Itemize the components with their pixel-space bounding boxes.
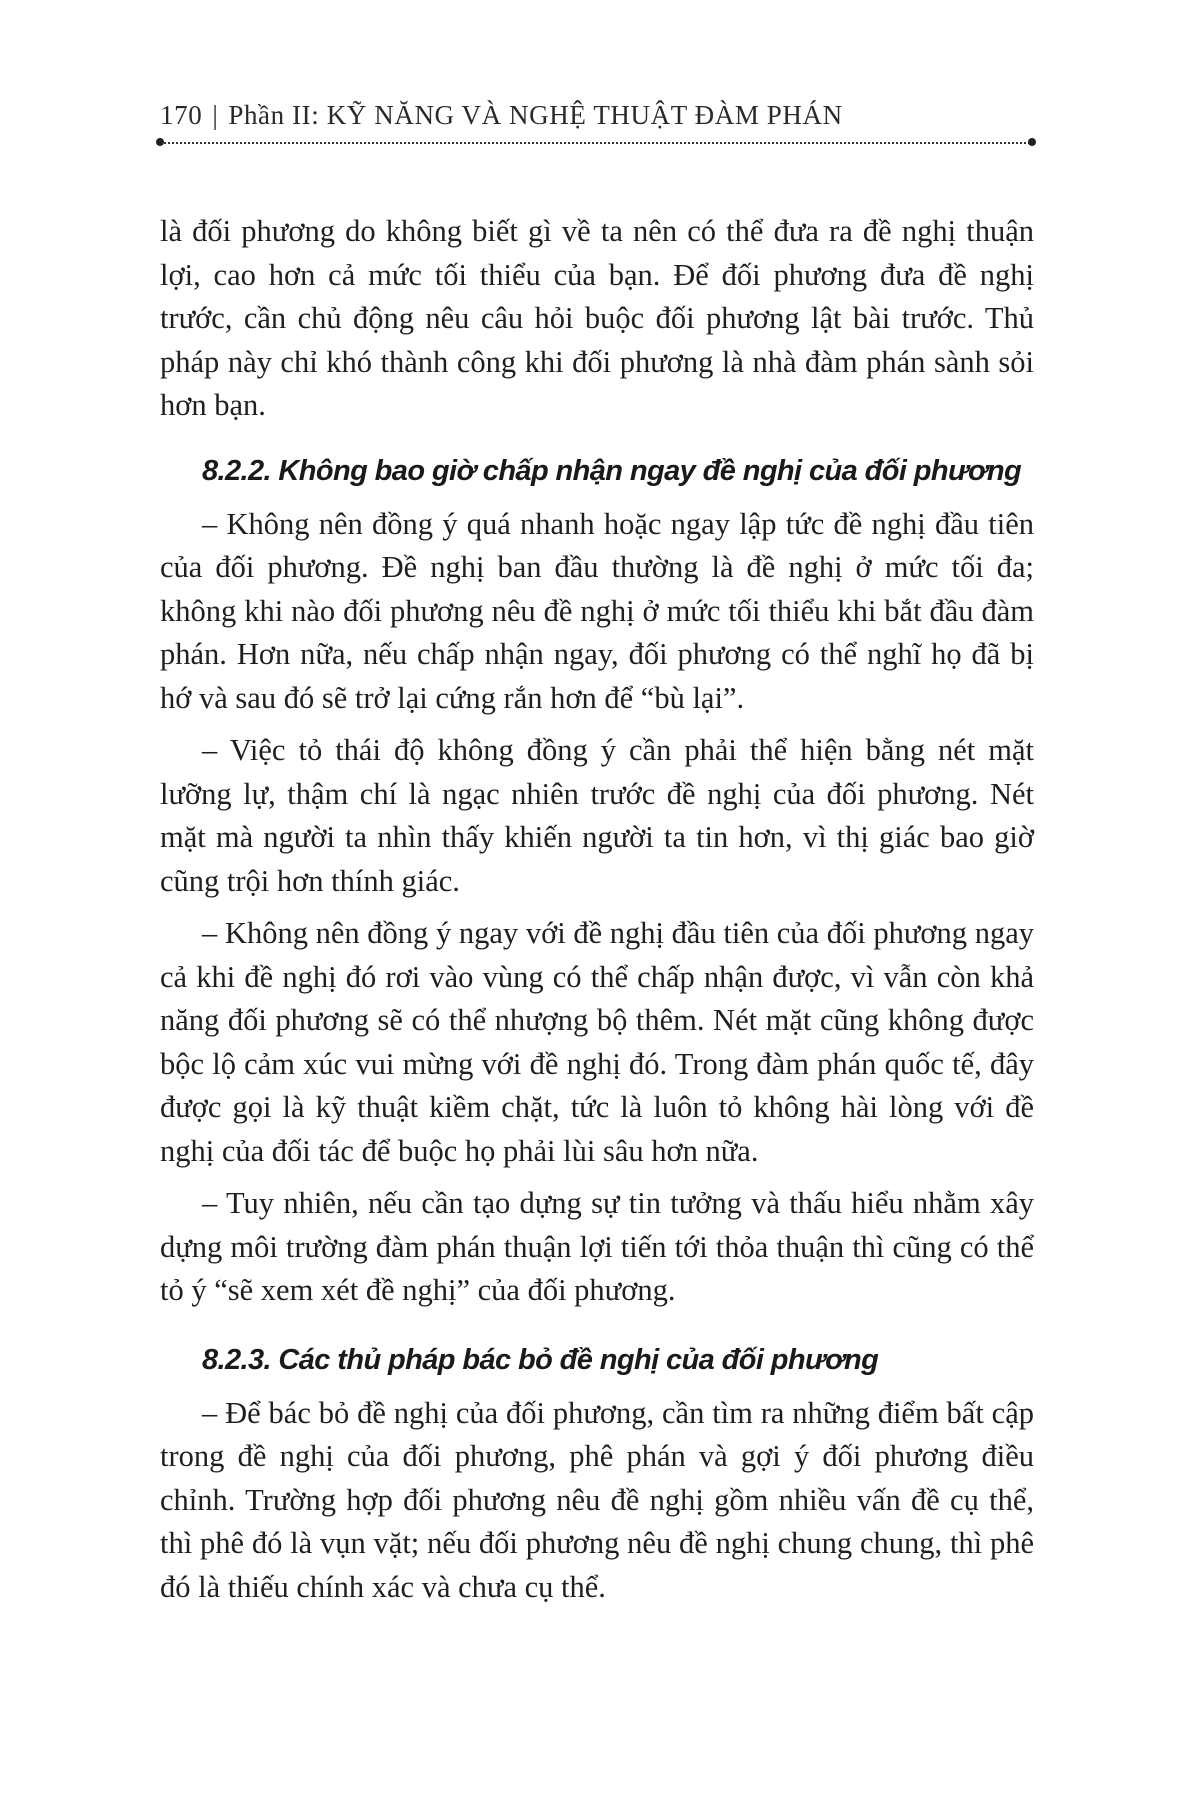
section-heading-8-2-3: 8.2.3. Các thủ pháp bác bỏ đề nghị của đối phương: [202, 1343, 879, 1376]
paragraph: – Việc tỏ thái độ không đồng ý cần phải thể hiện bằng nét mặt lưỡng lự, thậm chí là ngạc nhiên trước đề nghị của đối phương. Nét mặt mà người ta nhìn thấy khiến người ta tin hơn, vì thị giác bao giờ cũng trội hơn thính giác.: [160, 733, 1034, 898]
paragraph: – Tuy nhiên, nếu cần tạo dựng sự tin tưởng và thấu hiểu nhằm xây dựng môi trường đàm phán thuận lợi tiến tới thỏa thuận thì cũng có thể tỏ ý “sẽ xem xét đề nghị” của đối phương.: [160, 1186, 1034, 1307]
header-separator: |: [212, 100, 219, 130]
page-number: 170: [160, 100, 203, 130]
page-body: [160, 210, 1034, 1618]
paragraph: – Không nên đồng ý ngay với đề nghị đầu tiên của đối phương ngay cả khi đề nghị đó rơi vào vùng có thể chấp nhận được, vì vẫn còn khả năng đối phương sẽ có thể nhượng bộ thêm. Nét mặt cũng không được bộc lộ cảm xúc vui mừng với đề nghị đó. Trong đàm phán quốc tế, đây được gọi là kỹ thuật kiềm chặt, tức là luôn tỏ không hài lòng với đề nghị của đối tác để buộc họ phải lùi sâu hơn nữa.: [160, 916, 1034, 1168]
section-heading-8-2-2: 8.2.2. Không bao giờ chấp nhận ngay đề nghị của đối phương: [202, 454, 1022, 487]
header-divider: [160, 142, 1034, 144]
divider-end-dot: [1028, 138, 1036, 146]
paragraph: – Không nên đồng ý quá nhanh hoặc ngay lập tức đề nghị đầu tiên của đối phương. Đề nghị ban đầu thường là đề nghị ở mức tối đa; không khi nào đối phương nêu đề nghị ở mức tối thiểu khi bắt đầu đàm phán. Hơn nữa, nếu chấp nhận ngay, đối phương có thể nghĩ họ đã bị hớ và sau đó sẽ trở lại cứng rắn hơn để “bù lại”.: [160, 506, 1034, 715]
running-header: [160, 100, 843, 131]
divider-end-dot: [156, 138, 164, 146]
paragraph: – Để bác bỏ đề nghị của đối phương, cần tìm ra những điểm bất cập trong đề nghị của đối phương, phê phán và gợi ý đối phương điều chỉnh. Trường hợp đối phương nêu đề nghị gồm nhiều vấn đề cụ thể, thì phê đó là vụn vặt; nếu đối phương nêu đề nghị chung chung, thì phê đó là thiếu chính xác và chưa cụ thể.: [160, 1395, 1034, 1604]
section-title: Phần II: KỸ NĂNG VÀ NGHỆ THUẬT ĐÀM PHÁN: [228, 100, 843, 130]
intro-paragraph: là đối phương do không biết gì về ta nên có thể đưa ra đề nghị thuận lợi, cao hơn cả mức tối thiểu của bạn. Để đối phương đưa đề nghị trước, cần chủ động nêu câu hỏi buộc đối phương lật bài trước. Thủ pháp này chỉ khó thành công khi đối phương là nhà đàm phán sành sỏi hơn bạn.: [160, 214, 1034, 422]
